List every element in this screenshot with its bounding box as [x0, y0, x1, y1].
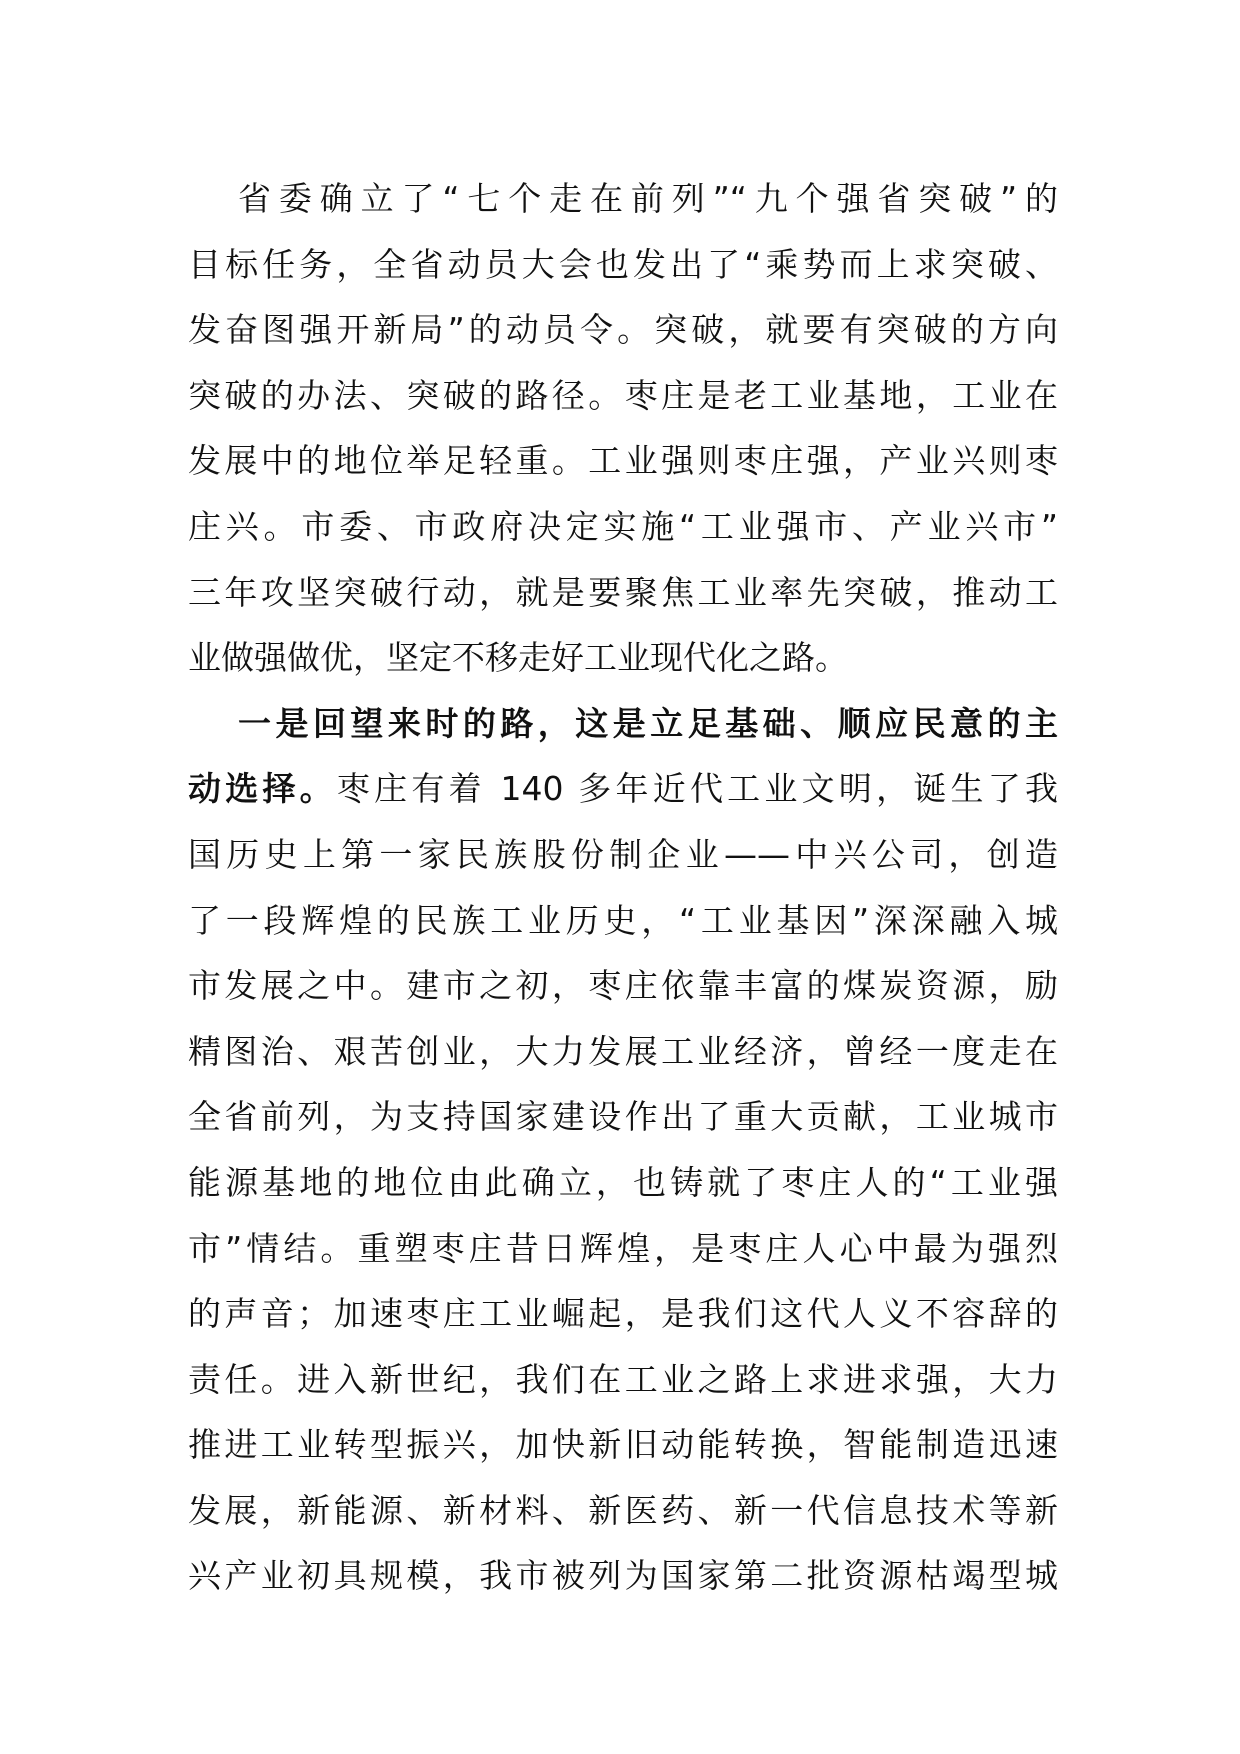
line-text: 枣庄有着 140 多年近代工业文明，诞生了我: [336, 769, 1058, 809]
text-line: 市”情结。重塑枣庄昔日辉煌，是枣庄人心中最为强烈: [188, 1228, 1058, 1268]
text-line: 三年攻坚突破行动，就是要聚焦工业率先突破，推动工: [188, 572, 1058, 612]
text-line: 能源基地的地位由此确立，也铸就了枣庄人的“工业强: [188, 1162, 1058, 1202]
body-text: [188, 166, 1058, 1609]
paragraph-first-point: [188, 691, 1058, 1609]
text-line: 发展，新能源、新材料、新医药、新一代信息技术等新: [188, 1490, 1058, 1530]
bold-heading-text: 一是回望来时的路，这是立足基础、顺应民意的主: [238, 703, 1058, 743]
text-line: 发展中的地位举足轻重。工业强则枣庄强，产业兴则枣: [188, 441, 1058, 481]
text-line: 兴产业初具规模，我市被列为国家第二批资源枯竭型城: [188, 1556, 1058, 1596]
text-line: 突破的办法、突破的路径。枣庄是老工业基地，工业在: [188, 375, 1058, 415]
text-line: 市发展之中。建市之初，枣庄依靠丰富的煤炭资源，励: [188, 966, 1058, 1006]
text-line: 了一段辉煌的民族工业历史，“工业基因”深深融入城: [188, 900, 1058, 940]
text-line: [188, 756, 1058, 822]
text-line: 业做强做优，坚定不移走好工业现代化之路。: [188, 638, 848, 678]
text-line: 精图治、艰苦创业，大力发展工业经济，曾经一度走在: [188, 1031, 1058, 1071]
text-line: 国历史上第一家民族股份制企业——中兴公司，创造: [188, 834, 1058, 874]
text-line: 推进工业转型振兴，加快新旧动能转换，智能制造迅速: [188, 1425, 1058, 1465]
text-line: 庄兴。市委、市政府决定实施“工业强市、产业兴市”: [188, 506, 1058, 546]
bold-heading-text: 动选择。: [188, 769, 337, 809]
text-line: 责任。进入新世纪，我们在工业之路上求进求强，大力: [188, 1359, 1058, 1399]
text-line: 目标任务，全省动员大会也发出了“乘势而上求突破、: [188, 244, 1058, 284]
text-line: 发奋图强开新局”的动员令。突破，就要有突破的方向: [188, 310, 1058, 350]
text-line: 的声音；加速枣庄工业崛起，是我们这代人义不容辞的: [188, 1294, 1058, 1334]
text-line: [188, 691, 1058, 757]
paragraph-intro: [188, 166, 1058, 691]
text-line: 全省前列，为支持国家建设作出了重大贡献，工业城市: [188, 1097, 1058, 1137]
text-line: 省委确立了“七个走在前列”“九个强省突破”的: [238, 179, 1058, 218]
